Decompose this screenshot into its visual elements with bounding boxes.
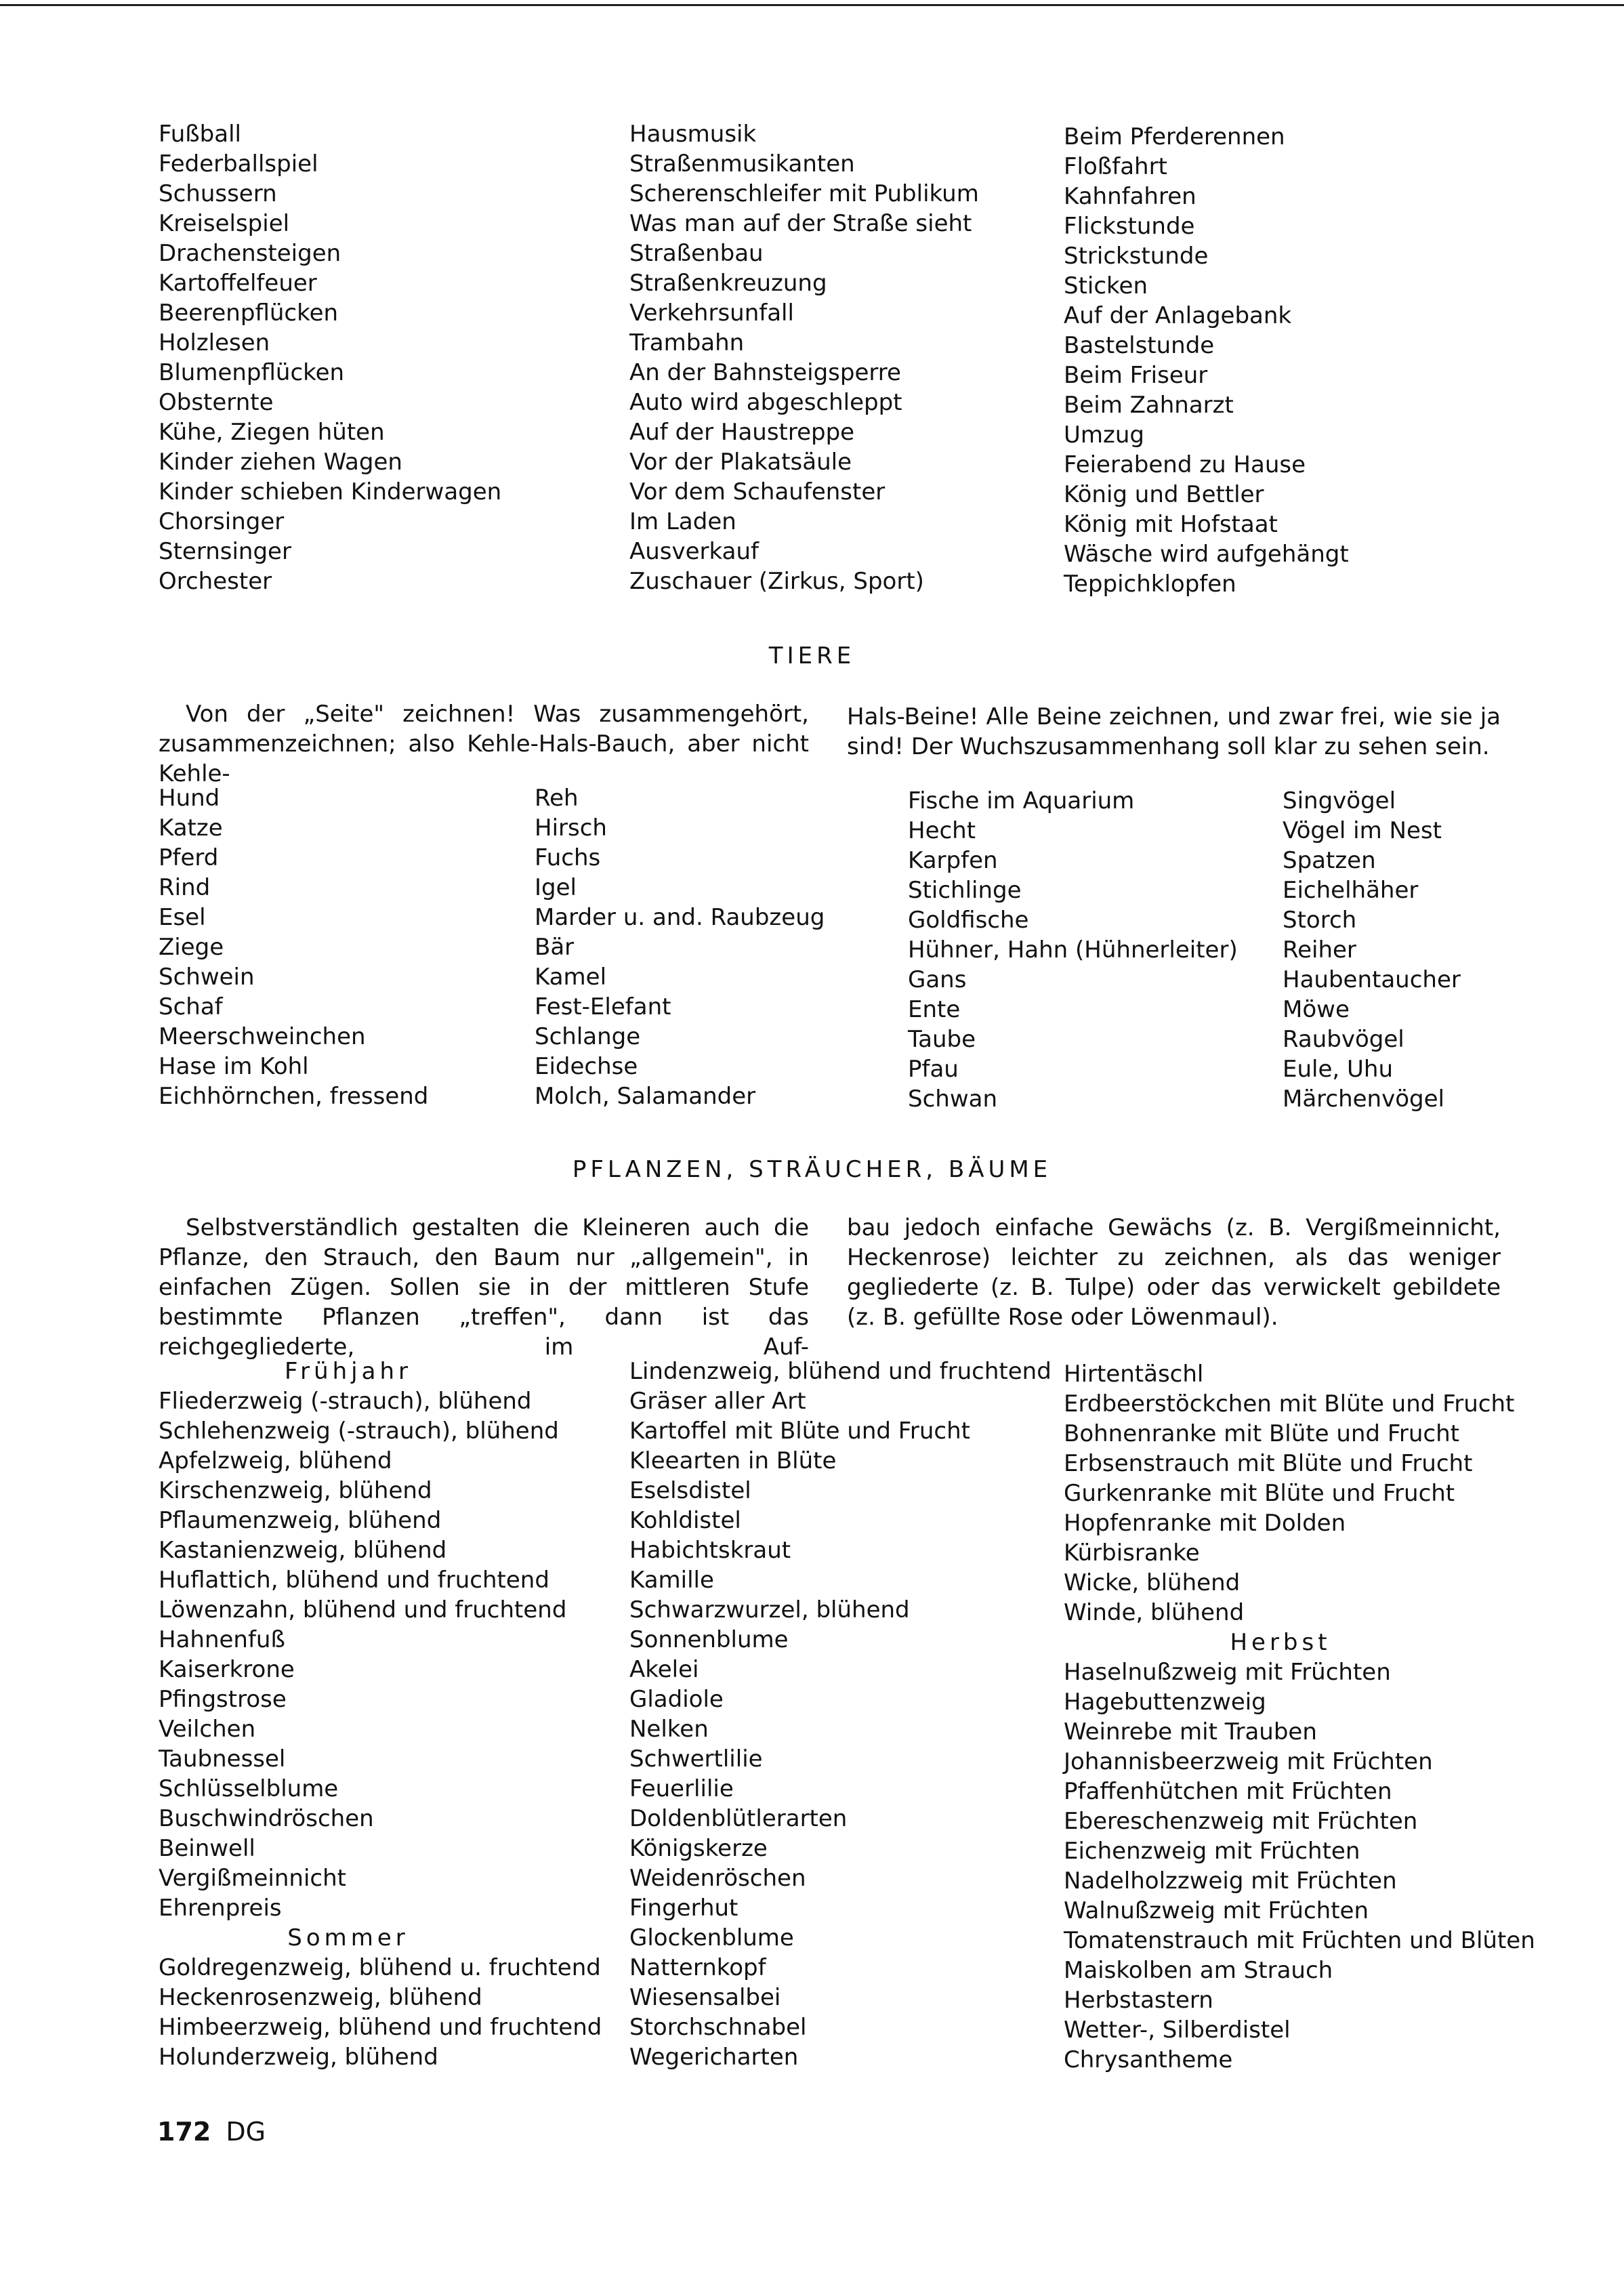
list-item: Fuchs xyxy=(535,844,601,871)
list-item: Drachensteigen xyxy=(159,240,341,267)
activities-column-1 xyxy=(159,119,501,596)
list-item: Feierabend zu Hause xyxy=(1064,451,1306,478)
list-item: Beinwell xyxy=(159,1835,255,1862)
sommer-list-3 xyxy=(1064,1359,1515,1628)
list-item: Hecht xyxy=(908,817,976,844)
list-item: Eichelhäher xyxy=(1283,877,1419,904)
list-item: Holzlesen xyxy=(159,329,270,356)
list-item: Pfingstrose xyxy=(159,1686,287,1713)
pflanzen-intro-right: bau jedoch einfache Gewächs (z. B. Vergißmeinnicht, Heckenrose) leichter zu zeichnen, als das weniger gegliederte (z. B. Tulpe) oder das verwickelt gebildete (z. B. gefüllte Rose oder Löwenmaul). xyxy=(847,1214,1501,1331)
list-item: Weinrebe mit Trauben xyxy=(1064,1718,1317,1745)
list-item: Heckenrosenzweig, blühend xyxy=(159,1984,482,2011)
list-item: Kamel xyxy=(535,964,607,991)
list-item: Eule, Uhu xyxy=(1283,1056,1393,1083)
tiere-column-3 xyxy=(908,786,1238,1114)
list-item: Fische im Aquarium xyxy=(908,787,1135,814)
sommer-list-1 xyxy=(159,1953,602,2072)
list-item: Auto wird abgeschleppt xyxy=(629,389,902,416)
list-item: Haselnußzweig mit Früchten xyxy=(1064,1659,1391,1686)
list-item: König und Bettler xyxy=(1064,481,1264,508)
section-heading-tiere: TIERE xyxy=(768,642,856,669)
list-item: Floßfahrt xyxy=(1064,153,1167,180)
list-item: Taube xyxy=(908,1026,976,1053)
list-item: Vergißmeinnicht xyxy=(159,1865,346,1892)
list-item: Schwein xyxy=(159,964,255,991)
list-item: Straßenmusikanten xyxy=(629,150,855,178)
list-item: Storch xyxy=(1283,907,1357,934)
list-item: Eichhörnchen, fressend xyxy=(159,1083,429,1110)
list-item: Sticken xyxy=(1064,272,1148,299)
list-item: Reiher xyxy=(1283,936,1356,964)
list-item: Gurkenranke mit Blüte und Frucht xyxy=(1064,1480,1455,1507)
list-item: Igel xyxy=(535,874,577,901)
list-item: Löwenzahn, blühend und fruchtend xyxy=(159,1596,567,1624)
list-item: Beim Pferderennen xyxy=(1064,123,1285,150)
list-item: Ente xyxy=(908,996,961,1023)
list-item: Meerschweinchen xyxy=(159,1023,366,1050)
list-item: Wegericharten xyxy=(629,2044,799,2071)
list-item: Wiesensalbei xyxy=(629,1984,781,2011)
subheading-sommer: Sommer xyxy=(287,1924,409,1951)
list-item: Spatzen xyxy=(1283,847,1376,874)
list-item: Bastelstunde xyxy=(1064,332,1215,359)
list-item: Hase im Kohl xyxy=(159,1053,309,1080)
list-item: Akelei xyxy=(629,1656,699,1683)
list-item: Fingerhut xyxy=(629,1895,738,1922)
list-item: Auf der Anlagebank xyxy=(1064,302,1292,329)
list-item: Teppichklopfen xyxy=(1064,571,1236,598)
list-item: Hahnenfuß xyxy=(159,1626,285,1653)
pflanzen-column-2 xyxy=(629,1357,1052,2072)
list-item: Doldenblütlerarten xyxy=(629,1805,848,1832)
list-item: Pferd xyxy=(159,844,219,871)
list-item: Ziege xyxy=(159,934,224,961)
list-item: Kinder schieben Kinderwagen xyxy=(159,478,502,505)
list-item: Bohnenranke mit Blüte und Frucht xyxy=(1064,1420,1460,1447)
list-item: Kastanienzweig, blühend xyxy=(159,1537,447,1564)
list-item: Kaiserkrone xyxy=(159,1656,295,1683)
list-item: Hühner, Hahn (Hühnerleiter) xyxy=(908,936,1238,964)
list-item: Kürbisranke xyxy=(1064,1539,1200,1567)
list-item: Flickstunde xyxy=(1064,213,1195,240)
list-item: Lindenzweig, blühend und fruchtend xyxy=(629,1358,1052,1385)
list-item: Straßenbau xyxy=(629,240,764,267)
list-item: Pfaffenhütchen mit Früchten xyxy=(1064,1778,1392,1805)
tiere-column-4 xyxy=(1283,786,1461,1114)
list-item: Haubentaucher xyxy=(1283,966,1461,993)
list-item: Kohldistel xyxy=(629,1507,741,1534)
list-item: Natternkopf xyxy=(629,1954,766,1981)
list-item: Kreiselspiel xyxy=(159,210,290,237)
list-item: Hagebuttenzweig xyxy=(1064,1689,1266,1716)
page-number: 172 xyxy=(157,2117,211,2147)
list-item: Auf der Haustreppe xyxy=(629,419,855,446)
pflanzen-intro-left: Selbstverständlich gestalten die Kleineren auch die Pflanze, den Strauch, den Baum nur „allgemein", in einfachen Zügen. Sollen sie in der mittleren Stufe bestimmte Pflanzen „treffen", dann ist das reichgegliederte, im Auf- xyxy=(159,1214,809,1361)
list-item: Märchenvögel xyxy=(1283,1086,1444,1113)
list-item: Sternsinger xyxy=(159,538,291,565)
list-item: Karpfen xyxy=(908,847,998,874)
list-item: Goldregenzweig, blühend u. fruchtend xyxy=(159,1954,601,1981)
list-item: Scherenschleifer mit Publikum xyxy=(629,180,979,207)
list-item: Ebereschenzweig mit Früchten xyxy=(1064,1808,1418,1835)
list-item: Himbeerzweig, blühend und fruchtend xyxy=(159,2014,602,2041)
list-item: Buschwindröschen xyxy=(159,1805,374,1832)
pflanzen-column-1 xyxy=(159,1357,602,2072)
list-item: Schwarzwurzel, blühend xyxy=(629,1596,910,1624)
list-item: Umzug xyxy=(1064,421,1144,449)
list-item: Möwe xyxy=(1283,996,1350,1023)
list-item: Strickstunde xyxy=(1064,243,1209,270)
list-item: Nelken xyxy=(629,1716,709,1743)
list-item: Schwertlilie xyxy=(629,1745,763,1773)
fruehjahr-list xyxy=(159,1386,567,1923)
list-item: Kamille xyxy=(629,1567,714,1594)
list-item: Schlange xyxy=(535,1023,641,1050)
list-item: Kinder ziehen Wagen xyxy=(159,449,402,476)
list-item: Glockenblume xyxy=(629,1924,794,1951)
list-item: Zuschauer (Zirkus, Sport) xyxy=(629,568,924,595)
list-item: Was man auf der Straße sieht xyxy=(629,210,972,237)
pflanzen-column-3 xyxy=(1064,1359,1535,2075)
list-item: Im Laden xyxy=(629,508,736,535)
list-item: Gans xyxy=(908,966,967,993)
list-item: Verkehrsunfall xyxy=(629,299,794,327)
list-item: Sonnenblume xyxy=(629,1626,789,1653)
list-item: Pflaumenzweig, blühend xyxy=(159,1507,442,1534)
list-item: Hirsch xyxy=(535,814,607,842)
list-item: Kirschenzweig, blühend xyxy=(159,1477,432,1504)
footer-label: DG xyxy=(226,2117,266,2147)
tiere-intro-left: Von der „Seite" zeichnen! Was zusammengehört, zusammenzeichnen; also Kehle-Hals-Bauch, aber nicht Kehle- xyxy=(159,701,809,787)
subheading-fruehjahr: Frühjahr xyxy=(285,1358,412,1385)
list-item: Kahnfahren xyxy=(1064,183,1196,210)
list-item: Molch, Salamander xyxy=(535,1083,756,1110)
list-item: Orchester xyxy=(159,568,272,595)
list-item: Pfau xyxy=(908,1056,959,1083)
list-item: Reh xyxy=(535,785,579,812)
list-item: Trambahn xyxy=(629,329,745,356)
list-item: Goldfische xyxy=(908,907,1029,934)
list-item: Herbstastern xyxy=(1064,1987,1213,2014)
list-item: Eichenzweig mit Früchten xyxy=(1064,1838,1360,1865)
list-item: Hopfenranke mit Dolden xyxy=(1064,1510,1346,1537)
list-item: Beerenpflücken xyxy=(159,299,339,327)
list-item: Erbsenstrauch mit Blüte und Frucht xyxy=(1064,1450,1473,1477)
list-item: Gladiole xyxy=(629,1686,724,1713)
list-item: Holunderzweig, blühend xyxy=(159,2044,438,2071)
list-item: Wetter-, Silberdistel xyxy=(1064,2017,1291,2044)
list-item: Fußball xyxy=(159,121,241,148)
list-item: Vögel im Nest xyxy=(1283,817,1442,844)
list-item: Johannisbeerzweig mit Früchten xyxy=(1064,1748,1433,1775)
list-item: König mit Hofstaat xyxy=(1064,511,1278,538)
list-item: Storchschnabel xyxy=(629,2014,807,2041)
list-item: Obsternte xyxy=(159,389,274,416)
list-item: Tomatenstrauch mit Früchten und Blüten xyxy=(1064,1927,1535,1954)
tiere-intro-right: Hals-Beine! Alle Beine zeichnen, und zwar frei, wie sie ja sind! Der Wuchszusammenhang soll klar zu sehen sein. xyxy=(847,703,1501,760)
list-item: Hirtentäschl xyxy=(1064,1361,1204,1388)
list-item: An der Bahnsteigsperre xyxy=(629,359,901,386)
list-item: Kühe, Ziegen hüten xyxy=(159,419,385,446)
list-item: Blumenpflücken xyxy=(159,359,345,386)
list-item: Bär xyxy=(535,934,575,961)
tiere-column-2 xyxy=(535,783,825,1111)
list-item: Schlehenzweig (-strauch), blühend xyxy=(159,1418,559,1445)
list-item: Eidechse xyxy=(535,1053,638,1080)
list-item: Esel xyxy=(159,904,206,931)
list-item: Erdbeerstöckchen mit Blüte und Frucht xyxy=(1064,1390,1515,1418)
list-item: Veilchen xyxy=(159,1716,256,1743)
list-item: Weidenröschen xyxy=(629,1865,806,1892)
list-item: Beim Friseur xyxy=(1064,362,1208,389)
list-item: Federballspiel xyxy=(159,150,318,178)
list-item: Stichlinge xyxy=(908,877,1022,904)
list-item: Schlüsselblume xyxy=(159,1775,339,1802)
list-item: Kartoffel mit Blüte und Frucht xyxy=(629,1418,970,1445)
list-item: Kleearten in Blüte xyxy=(629,1447,837,1474)
list-item: Hausmusik xyxy=(629,121,757,148)
list-item: Gräser aller Art xyxy=(629,1388,806,1415)
activities-column-3 xyxy=(1064,122,1349,599)
list-item: Straßenkreuzung xyxy=(629,270,827,297)
tiere-column-1 xyxy=(159,783,428,1111)
list-item: Beim Zahnarzt xyxy=(1064,392,1234,419)
list-item: Eselsdistel xyxy=(629,1477,751,1504)
list-item: Maiskolben am Strauch xyxy=(1064,1957,1333,1984)
list-item: Wicke, blühend xyxy=(1064,1569,1241,1596)
list-item: Chrysantheme xyxy=(1064,2046,1233,2073)
list-item: Hund xyxy=(159,785,220,812)
list-item: Feuerlilie xyxy=(629,1775,734,1802)
list-item: Taubnessel xyxy=(159,1745,286,1773)
list-item: Walnußzweig mit Früchten xyxy=(1064,1897,1369,1924)
page-footer xyxy=(157,2117,266,2147)
list-item: Huflattich, blühend und fruchtend xyxy=(159,1567,549,1594)
list-item: Schussern xyxy=(159,180,277,207)
section-heading-pflanzen: PFLANZEN, STRÄUCHER, BÄUME xyxy=(572,1156,1052,1183)
activities-column-2 xyxy=(629,119,979,596)
list-item: Kartoffelfeuer xyxy=(159,270,317,297)
list-item: Vor dem Schaufenster xyxy=(629,478,886,505)
subheading-herbst: Herbst xyxy=(1230,1629,1331,1656)
list-item: Nadelholzzweig mit Früchten xyxy=(1064,1867,1397,1895)
herbst-list xyxy=(1064,1657,1535,2075)
list-item: Fliederzweig (-strauch), blühend xyxy=(159,1388,532,1415)
list-item: Raubvögel xyxy=(1283,1026,1404,1053)
list-item: Fest-Elefant xyxy=(535,993,671,1020)
list-item: Königskerze xyxy=(629,1835,768,1862)
list-item: Schwan xyxy=(908,1086,998,1113)
list-item: Apfelzweig, blühend xyxy=(159,1447,392,1474)
list-item: Ausverkauf xyxy=(629,538,759,565)
list-item: Vor der Plakatsäule xyxy=(629,449,852,476)
list-item: Habichtskraut xyxy=(629,1537,791,1564)
list-item: Katze xyxy=(159,814,223,842)
list-item: Ehrenpreis xyxy=(159,1895,282,1922)
list-item: Singvögel xyxy=(1283,787,1396,814)
list-item: Rind xyxy=(159,874,211,901)
list-item: Wäsche wird aufgehängt xyxy=(1064,541,1349,568)
top-border xyxy=(0,4,1624,6)
list-item: Schaf xyxy=(159,993,223,1020)
list-item: Chorsinger xyxy=(159,508,285,535)
list-item: Winde, blühend xyxy=(1064,1599,1245,1626)
list-item: Marder u. and. Raubzeug xyxy=(535,904,825,931)
